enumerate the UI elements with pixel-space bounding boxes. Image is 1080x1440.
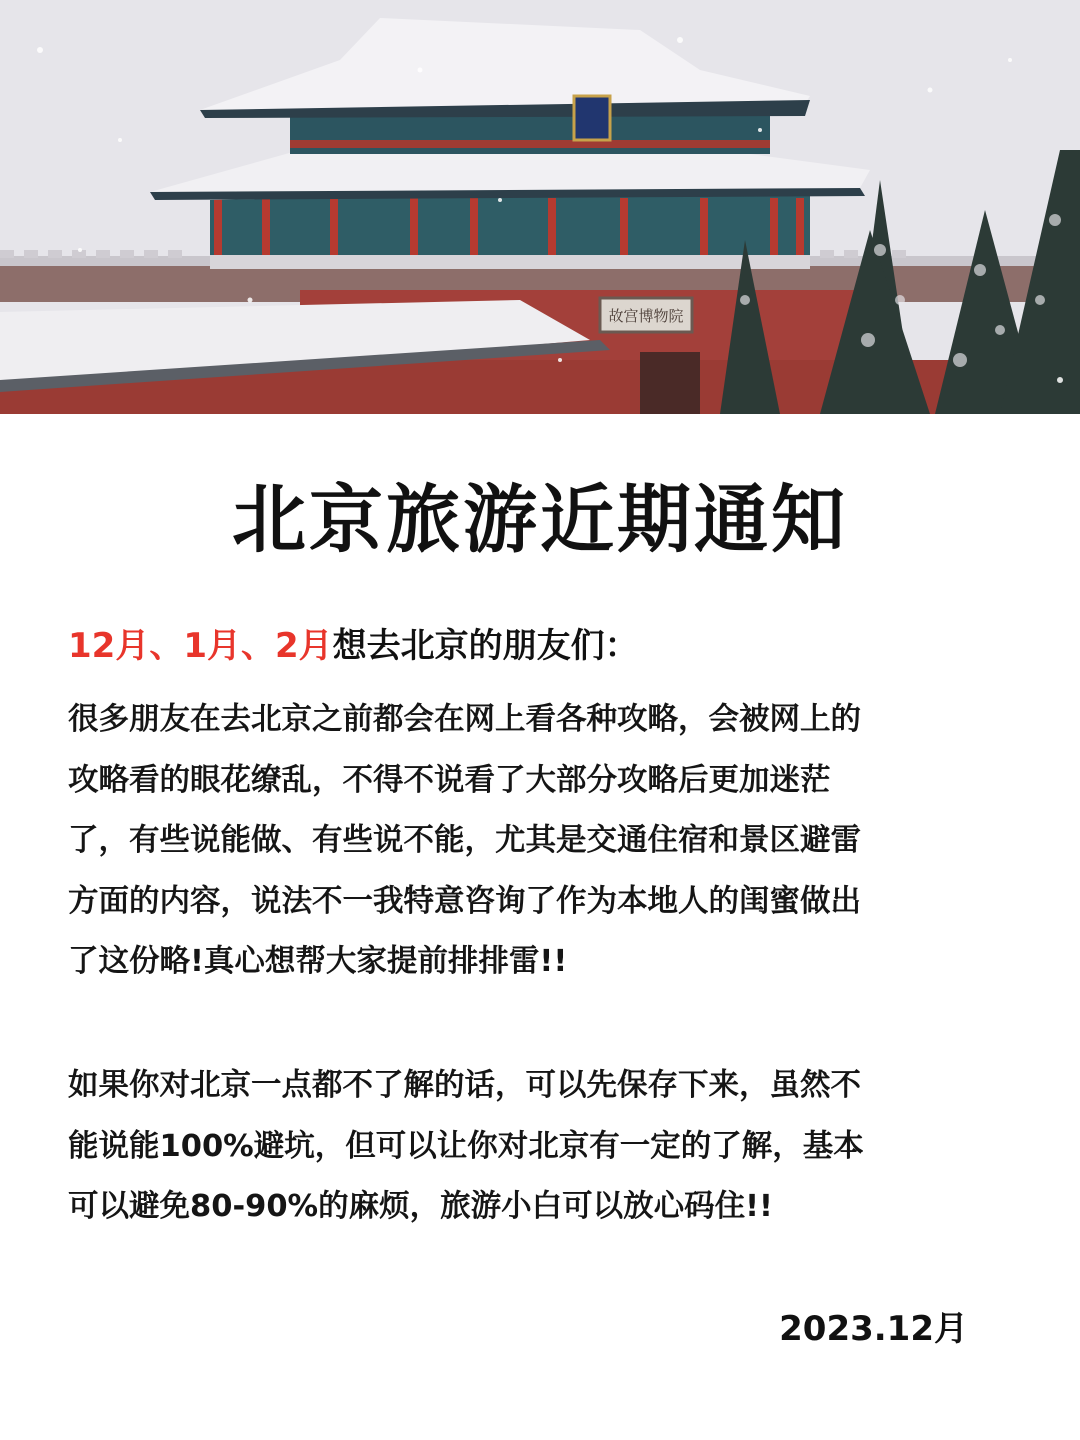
page-title: 北京旅游近期通知	[232, 477, 848, 563]
paragraph-line: 可以避免80-90%的麻烦，旅游小白可以放心码住!!	[68, 1189, 773, 1224]
paragraph-line: 很多朋友在去北京之前都会在网上看各种攻略，会被网上的	[68, 702, 861, 737]
highlighted-months: 12月、1月、2月	[68, 626, 333, 666]
greeting-line	[68, 620, 1018, 672]
intro-paragraph	[68, 690, 1018, 993]
paragraph-line: 攻略看的眼花缭乱，不得不说看了大部分攻略后更加迷茫	[68, 762, 831, 798]
greeting-text: 想去北京的朋友们：	[332, 626, 639, 666]
forbidden-city-illustration	[0, 0, 1080, 414]
paragraph-line: 了这份略!真心想帮大家提前排排雷!!	[68, 944, 568, 979]
header-photo	[0, 0, 1080, 414]
paragraph-line: 能说能100%避坑，但可以让你对北京有一定的了解，基本	[68, 1128, 864, 1164]
plaque-sign: 故宫博物院	[608, 307, 684, 325]
paragraph-line: 方面的内容，说法不一我特意咨询了作为本地人的闺蜜做出	[68, 883, 861, 919]
paragraph-line: 如果你对北京一点都不了解的话，可以先保存下来，虽然不	[68, 1068, 861, 1103]
paragraph-line: 了，有些说能做、有些说不能，尤其是交通住宿和景区避雷	[68, 823, 861, 858]
advice-paragraph	[68, 1056, 1018, 1238]
publish-date: 2023.12月	[779, 1309, 968, 1349]
